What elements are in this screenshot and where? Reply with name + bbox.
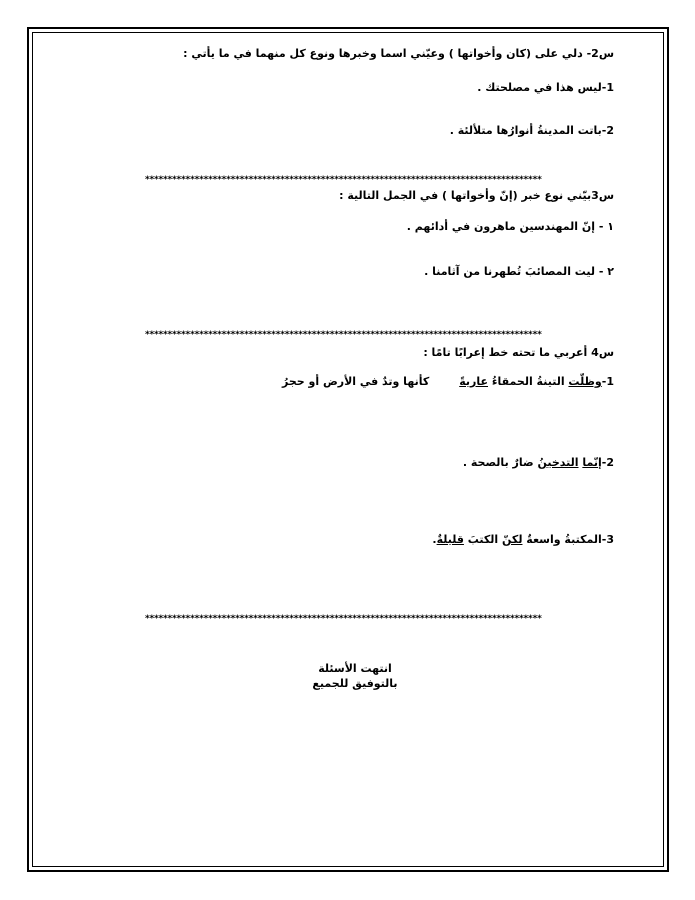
separator-3: ****************************************************************************************: [145, 614, 542, 624]
q2-item-1: 1-ليس هذا في مصلحتك .: [477, 81, 614, 94]
separator-2: ****************************************************************************************: [145, 330, 542, 340]
q4-item-1-underlined-2: عاريةً: [459, 375, 489, 388]
q4-item-1-text-1: التينةُ الحمقاءُ: [488, 375, 569, 388]
q4-item-2-underlined-2: التدخينُ: [537, 456, 579, 469]
q3-prompt: س3بيّني نوع خبر (إنّ وأخواتها ) في الجمل التالية :: [339, 189, 614, 202]
q4-item-2: [463, 456, 614, 470]
q4-item-1-num: 1-: [601, 375, 614, 388]
q2-item-2: 2-باتت المدينةُ أنوارُها متلألئة .: [449, 124, 614, 137]
closing-line-2: بالتوفيق للجميع: [312, 677, 398, 690]
q4-item-3-text-0: المكتبةُ واسعةٌ: [522, 533, 602, 546]
separator-1: ****************************************************************************************: [145, 175, 542, 185]
q4-item-3-underlined-2: قليلةٌ: [436, 533, 464, 546]
q4-item-2-text-2: ضارٌ بالصحة .: [462, 456, 538, 469]
q4-item-3: [432, 533, 614, 547]
q4-item-3-underlined-1: لكنّ: [502, 533, 523, 546]
q3-item-2: ٢ - ليت المصائبَ تُطهرنا من آثامنا .: [424, 265, 614, 278]
page-inner-border: [32, 32, 664, 867]
q4-item-3-num: 3-: [601, 533, 614, 546]
q3-item-1: ١ - إنّ المهندسين ماهرون في أدائهم .: [406, 220, 614, 233]
q4-item-3-text-2: .: [432, 533, 437, 546]
q4-prompt: س4 أعربي ما تحته خط إعرابًا تامًا :: [423, 346, 614, 359]
q4-item-1-underlined-1: وظلّت: [568, 375, 602, 388]
page-border: [27, 27, 669, 872]
q4-item-1: [282, 375, 614, 389]
q4-item-1-text-2: كأنها وتدٌ في الأرض أو حجرُ: [281, 375, 430, 388]
q4-item-3-text-1: الكتبَ: [463, 533, 503, 546]
q4-item-2-underlined-1: إنّما: [582, 456, 602, 469]
q4-item-2-num: 2-: [601, 456, 614, 469]
closing-line-1: انتهت الأسئلة: [318, 662, 392, 675]
q2-prompt: س2- دلي على (كان وأخواتها ) وعيّني اسما وخبرها ونوع كل منهما في ما يأتي :: [183, 47, 614, 60]
